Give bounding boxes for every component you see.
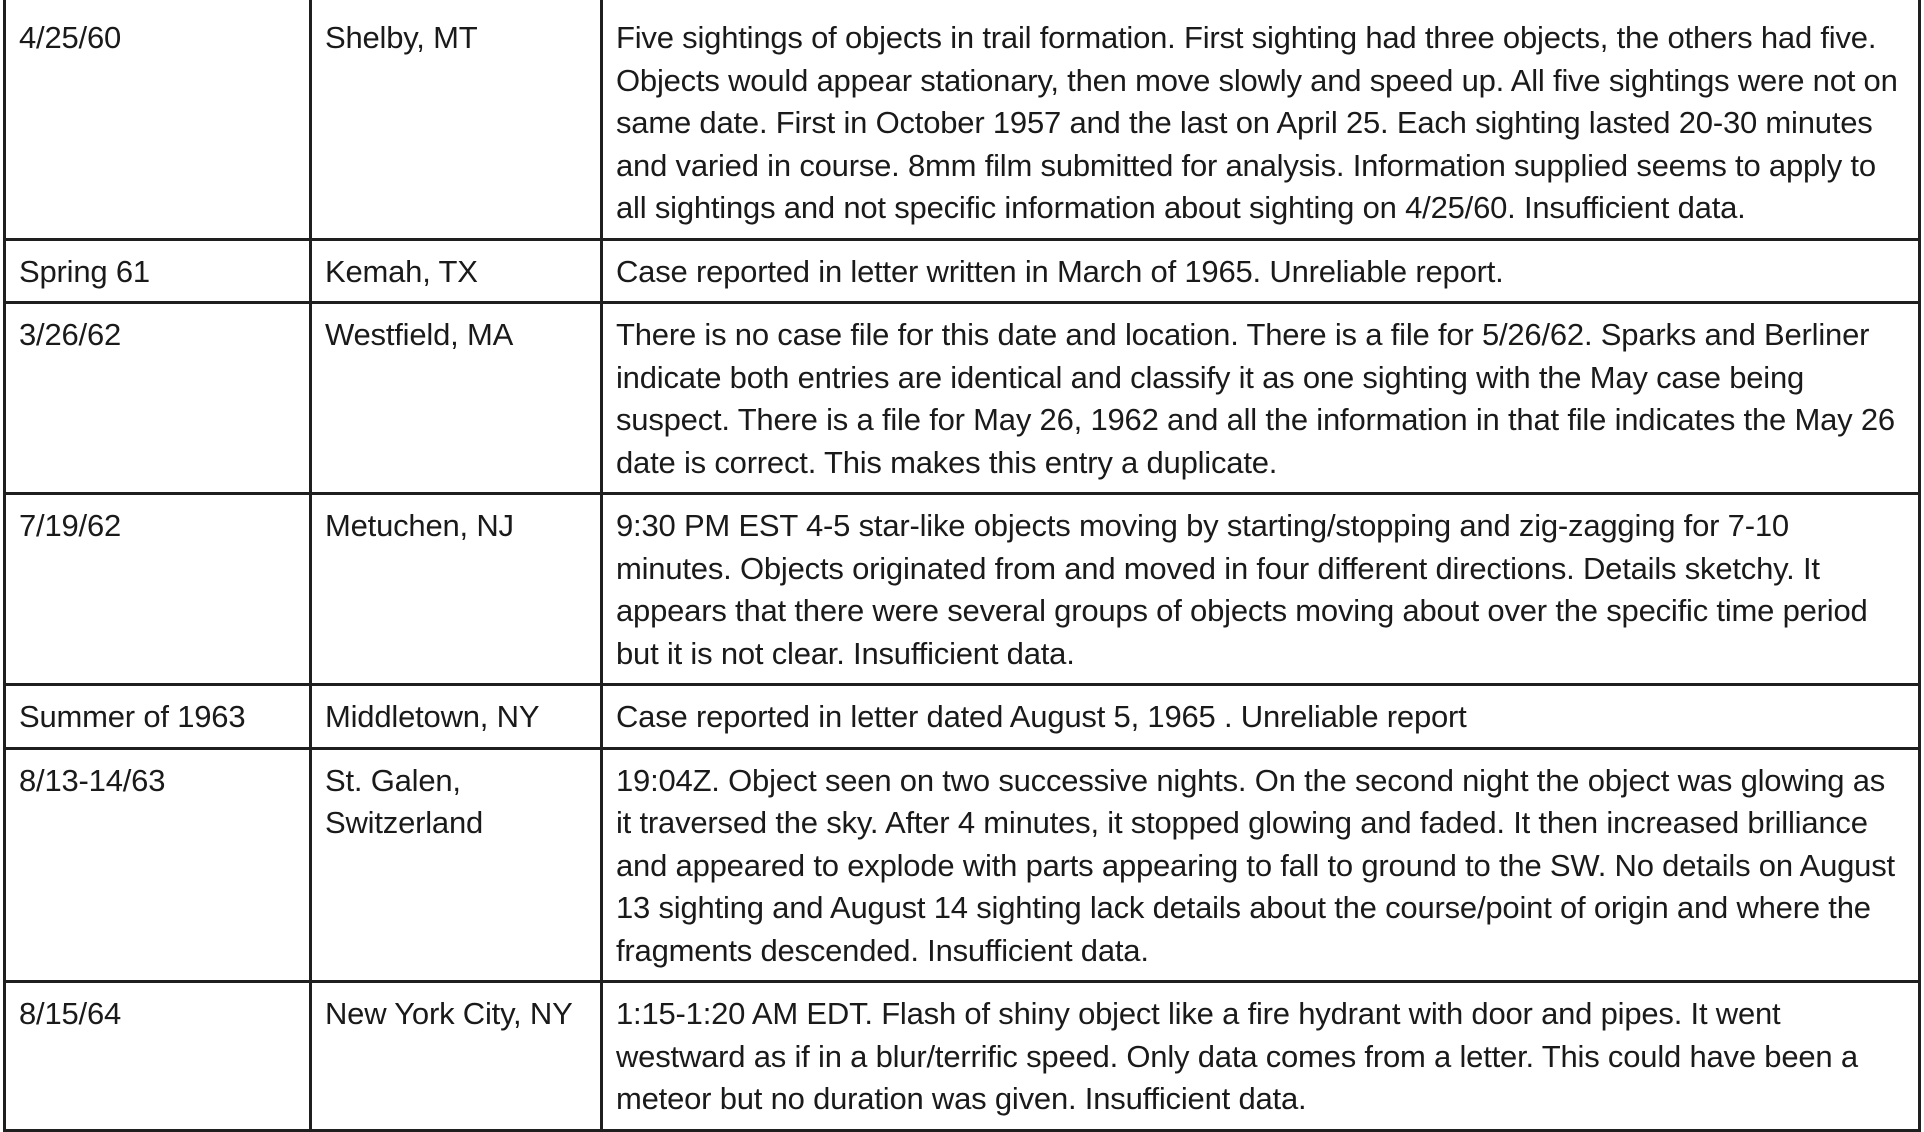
table-row: [5, 748, 1920, 982]
date-cell: 8/13-14/63: [5, 748, 311, 982]
table-row: [5, 685, 1920, 749]
table-row: [5, 494, 1920, 685]
date-cell: 7/19/62: [5, 494, 311, 685]
sightings-table: [3, 0, 1921, 1132]
date-cell: 3/26/62: [5, 303, 311, 494]
date-cell: 4/25/60: [5, 0, 311, 239]
description-cell: There is no case file for this date and location. There is a file for 5/26/62. Sparks and Berliner indicate both entries are identical and classify it as one sighting with the May case being suspect. There is a file for May 26, 1962 and all the information in that file indicates the May 26 date is correct. This makes this entry a duplicate.: [602, 303, 1920, 494]
description-cell: Five sightings of objects in trail formation. First sighting had three objects, the others had five. Objects would appear stationary, then move slowly and speed up. All five sightings were not on same date. First in October 1957 and the last on April 25. Each sighting lasted 20-30 minutes and varied in course. 8mm film submitted for analysis. Information supplied seems to apply to all sightings and not specific information about sighting on 4/25/60. Insufficient data.: [602, 0, 1920, 239]
table-row: [5, 982, 1920, 1131]
date-cell: 8/15/64: [5, 982, 311, 1131]
table-row: [5, 303, 1920, 494]
table-row: [5, 0, 1920, 239]
location-cell: Middletown, NY: [311, 685, 602, 749]
table-row: [5, 239, 1920, 303]
location-cell: New York City, NY: [311, 982, 602, 1131]
description-cell: 9:30 PM EST 4-5 star-like objects moving by starting/stopping and zig-zagging for 7-10 minutes. Objects originated from and moved in four different directions. Details sketchy. It appears that there were several groups of objects moving about over the specific time period but it is not clear. Insufficient data.: [602, 494, 1920, 685]
date-cell: Summer of 1963: [5, 685, 311, 749]
description-cell: Case reported in letter written in March of 1965. Unreliable report.: [602, 239, 1920, 303]
description-cell: 19:04Z. Object seen on two successive nights. On the second night the object was glowing as it traversed the sky. After 4 minutes, it stopped glowing and faded. It then increased brilliance and appeared to explode with parts appearing to fall to ground to the SW. No details on August 13 sighting and August 14 sighting lack details about the course/point of origin and where the fragments descended. Insufficient data.: [602, 748, 1920, 982]
location-cell: St. Galen, Switzerland: [311, 748, 602, 982]
location-cell: Kemah, TX: [311, 239, 602, 303]
location-cell: Shelby, MT: [311, 0, 602, 239]
description-cell: Case reported in letter dated August 5, 1965 . Unreliable report: [602, 685, 1920, 749]
location-cell: Westfield, MA: [311, 303, 602, 494]
location-cell: Metuchen, NJ: [311, 494, 602, 685]
date-cell: Spring 61: [5, 239, 311, 303]
description-cell: 1:15-1:20 AM EDT. Flash of shiny object like a fire hydrant with door and pipes. It went westward as if in a blur/terrific speed. Only data comes from a letter. This could have been a meteor but no duration was given. Insufficient data.: [602, 982, 1920, 1131]
